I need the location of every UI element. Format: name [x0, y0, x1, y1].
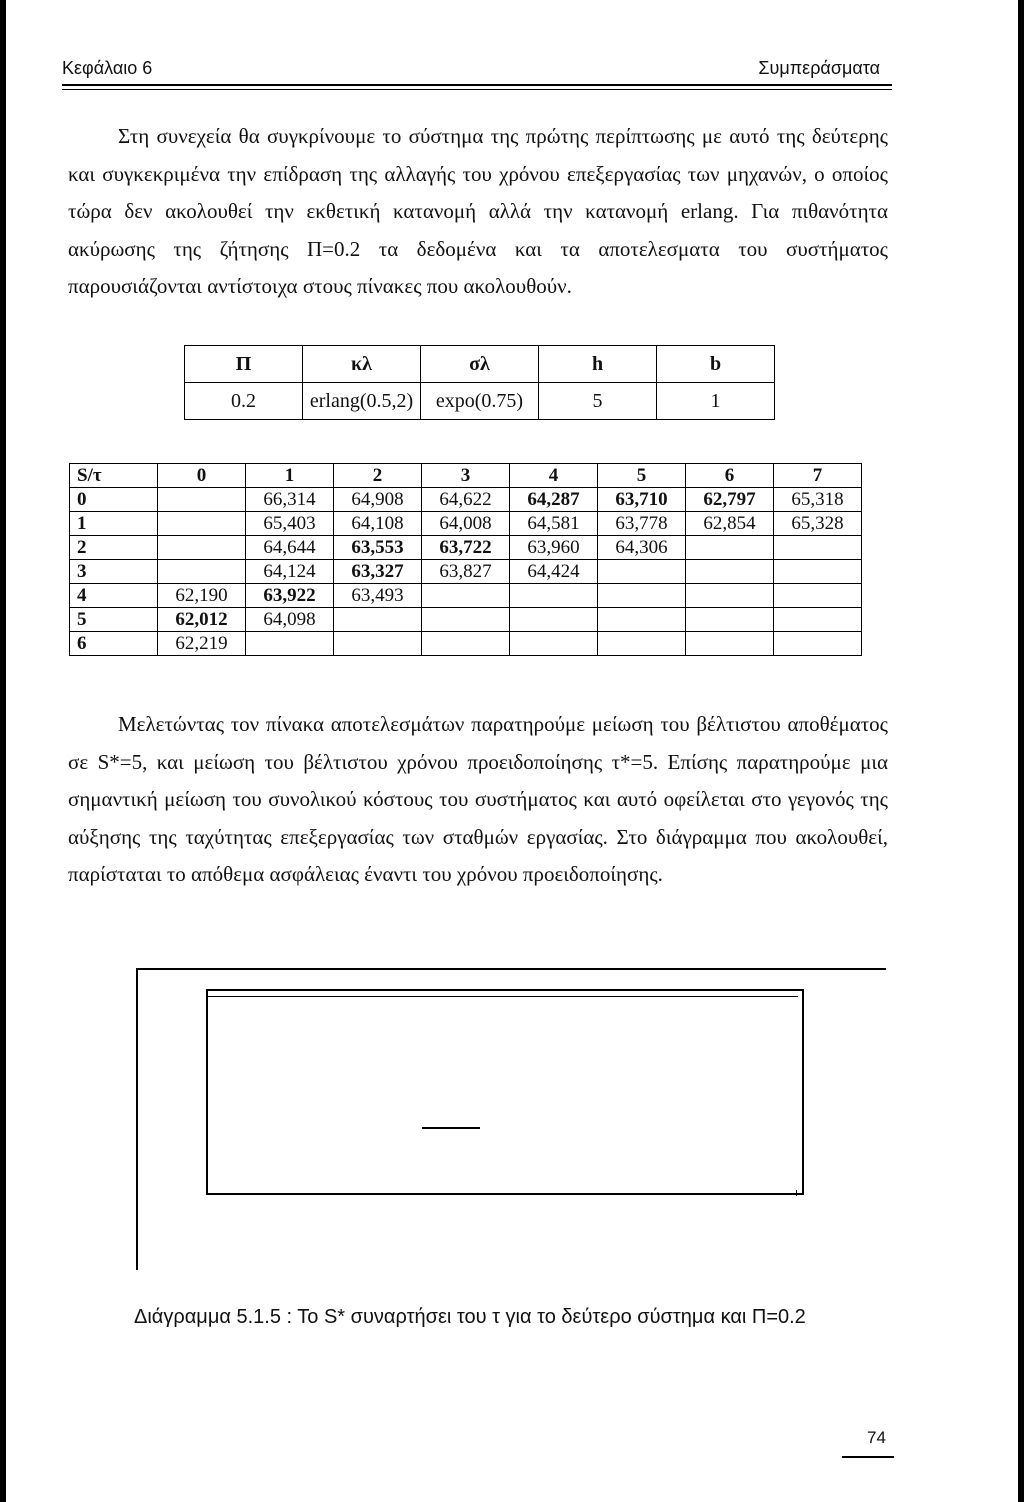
footer-rule — [842, 1456, 894, 1458]
results-header-cell: S/τ — [70, 464, 158, 488]
result-cell — [422, 632, 510, 656]
row-label-cell: 4 — [70, 584, 158, 608]
result-cell — [158, 560, 246, 584]
result-cell — [510, 632, 598, 656]
result-cell — [246, 632, 334, 656]
param-value-cell: 1 — [657, 383, 775, 420]
parameters-value-row — [185, 383, 775, 420]
results-header-cell: 1 — [246, 464, 334, 488]
row-label-cell: 0 — [70, 488, 158, 512]
results-header-cell: 5 — [598, 464, 686, 488]
result-cell — [598, 608, 686, 632]
results-header-cell: 0 — [158, 464, 246, 488]
table-row — [70, 608, 862, 632]
result-cell: 65,318 — [774, 488, 862, 512]
result-cell — [774, 560, 862, 584]
table-row — [70, 584, 862, 608]
result-cell: 62,012 — [158, 608, 246, 632]
result-cell: 66,314 — [246, 488, 334, 512]
result-cell — [510, 608, 598, 632]
table-row — [70, 536, 862, 560]
running-header — [62, 52, 880, 82]
row-label-cell: 2 — [70, 536, 158, 560]
parameters-table — [184, 345, 775, 420]
row-label-cell: 1 — [70, 512, 158, 536]
result-cell: 63,922 — [246, 584, 334, 608]
table-row — [70, 632, 862, 656]
chart-legend-line — [422, 1127, 480, 1129]
result-cell: 64,644 — [246, 536, 334, 560]
chart-plot-line — [206, 996, 798, 997]
result-cell: 62,797 — [686, 488, 774, 512]
result-cell — [774, 536, 862, 560]
row-label-cell: 5 — [70, 608, 158, 632]
results-header-cell: 4 — [510, 464, 598, 488]
header-rule — [62, 84, 892, 86]
result-cell — [158, 488, 246, 512]
results-header-cell: 6 — [686, 464, 774, 488]
result-cell — [510, 584, 598, 608]
header-rule-thin — [62, 89, 892, 90]
result-cell: 64,306 — [598, 536, 686, 560]
conclusion-paragraph: Μελετώντας τον πίνακα αποτελεσμάτων παρατηρούμε μείωση του βέλτιστου αποθέματος σε S*=5, και μείωση του βέλτιστου χρόνου προειδοποίησης τ*=5. Επίσης παρατηρούμε μια σημαντική μείωση του συνολικού κόστους του συστήματος και αυτό οφείλεται στο γεγονός της αύξησης της ταχύτητας επεξεργασίας των σταθμών εργασίας. Στο διάγραμμα που ακολουθεί, παρίσταται το απόθεμα ασφάλειας έναντι του χρόνου προειδοποίησης. — [68, 712, 888, 887]
result-cell: 64,108 — [334, 512, 422, 536]
chart-plot-area — [206, 989, 804, 1195]
result-cell: 63,493 — [334, 584, 422, 608]
result-cell — [158, 512, 246, 536]
result-cell — [598, 584, 686, 608]
result-cell — [422, 608, 510, 632]
chapter-label: Κεφάλαιο 6 — [62, 58, 153, 78]
result-cell: 63,553 — [334, 536, 422, 560]
result-cell — [686, 632, 774, 656]
param-header-cell: h — [539, 346, 657, 383]
results-header-cell: 3 — [422, 464, 510, 488]
result-cell: 64,098 — [246, 608, 334, 632]
param-header-cell: b — [657, 346, 775, 383]
result-cell: 64,287 — [510, 488, 598, 512]
results-header-cell: 2 — [334, 464, 422, 488]
chart-tick — [796, 1190, 797, 1196]
result-cell: 63,827 — [422, 560, 510, 584]
param-value-cell: erlang(0.5,2) — [303, 383, 421, 420]
intro-paragraph: Στη συνεχεία θα συγκρίνουμε το σύστημα της πρώτης περίπτωσης με αυτό της δεύτερης και συγκεκριμένα την επίδραση της αλλαγής του χρόνου επεξεργασίας των μηχανών, ο οποίος τώρα δεν ακολουθεί την εκθετική κατανομή αλλά την κατανομή erlang. Για πιθανότητα ακύρωσης της ζήτησης Π=0.2 τα δεδομένα και τα αποτελεσματα του συστήματος παρουσιάζονται αντίστοιχα στους πίνακες που ακολουθούν. — [68, 124, 888, 299]
result-cell — [686, 608, 774, 632]
page-number: 74 — [867, 1428, 886, 1447]
result-cell — [598, 560, 686, 584]
result-cell: 62,190 — [158, 584, 246, 608]
result-cell: 63,960 — [510, 536, 598, 560]
result-cell — [334, 632, 422, 656]
results-header-cell: 7 — [774, 464, 862, 488]
row-label-cell: 6 — [70, 632, 158, 656]
result-cell: 64,622 — [422, 488, 510, 512]
result-cell — [774, 632, 862, 656]
result-cell: 65,403 — [246, 512, 334, 536]
result-cell: 63,778 — [598, 512, 686, 536]
param-header-cell: Π — [185, 346, 303, 383]
table-row — [70, 488, 862, 512]
parameters-header-row — [185, 346, 775, 383]
row-label-cell: 3 — [70, 560, 158, 584]
result-cell — [686, 560, 774, 584]
result-cell — [598, 632, 686, 656]
result-cell: 64,008 — [422, 512, 510, 536]
result-cell: 62,219 — [158, 632, 246, 656]
result-cell: 64,581 — [510, 512, 598, 536]
result-cell — [686, 584, 774, 608]
result-cell: 62,854 — [686, 512, 774, 536]
param-value-cell: 5 — [539, 383, 657, 420]
result-cell — [158, 536, 246, 560]
result-cell: 63,722 — [422, 536, 510, 560]
result-cell: 64,124 — [246, 560, 334, 584]
param-value-cell: expo(0.75) — [421, 383, 539, 420]
result-cell: 63,327 — [334, 560, 422, 584]
table-row — [70, 512, 862, 536]
result-cell: 65,328 — [774, 512, 862, 536]
results-header-row — [70, 464, 862, 488]
results-table — [69, 463, 862, 656]
result-cell — [774, 608, 862, 632]
result-cell: 64,424 — [510, 560, 598, 584]
result-cell — [686, 536, 774, 560]
result-cell — [774, 584, 862, 608]
chart-caption: Διάγραμμα 5.1.5 : Το S* συναρτήσει του τ για το δεύτερο σύστημα και Π=0.2 — [134, 1306, 806, 1328]
result-cell: 64,908 — [334, 488, 422, 512]
result-cell — [422, 584, 510, 608]
section-label: Συμπεράσματα — [758, 58, 880, 78]
result-cell: 63,710 — [598, 488, 686, 512]
table-row — [70, 560, 862, 584]
result-cell — [334, 608, 422, 632]
param-value-cell: 0.2 — [185, 383, 303, 420]
param-header-cell: σλ — [421, 346, 539, 383]
param-header-cell: κλ — [303, 346, 421, 383]
